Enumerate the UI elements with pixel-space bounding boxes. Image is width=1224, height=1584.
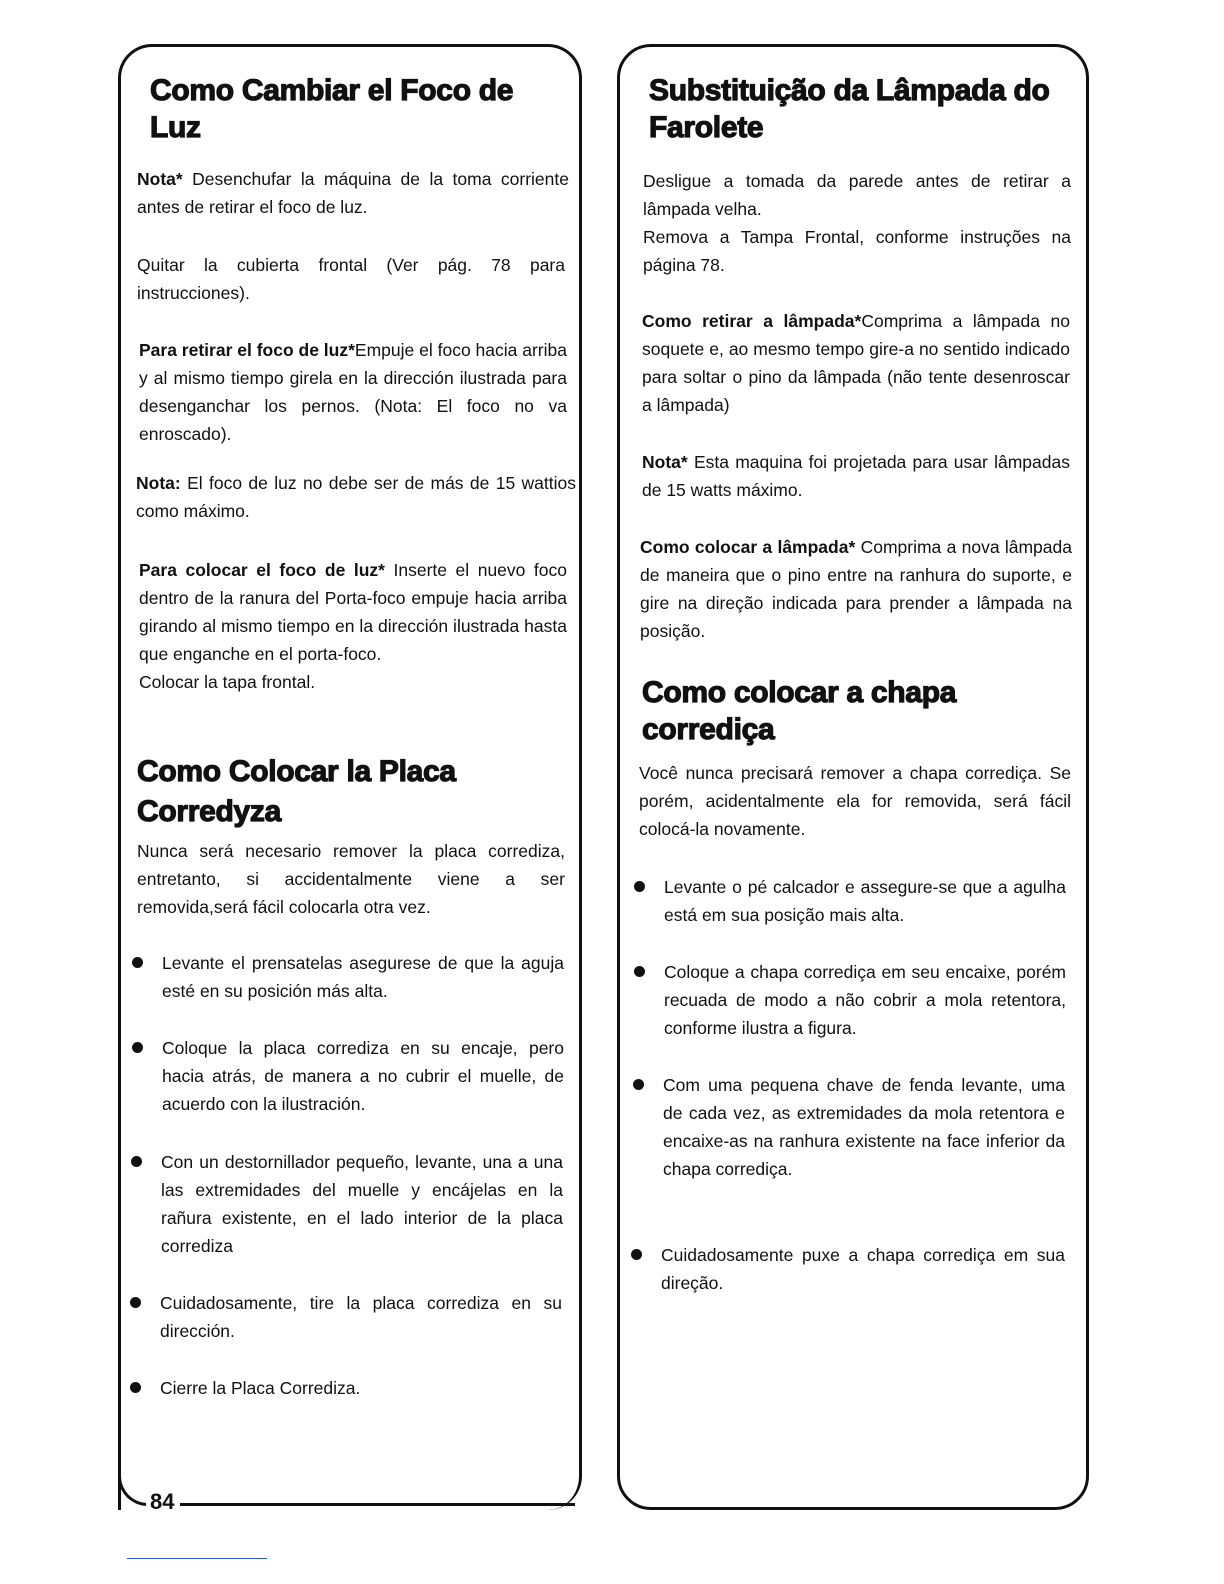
replace-cover-text: Colocar la tapa frontal.: [139, 672, 316, 692]
left-bullet-text: Cuidadosamente, tire la placa corrediza en su dirección.: [160, 1293, 562, 1341]
right-bullet-text: Cuidadosamente puxe a chapa corrediça em sua direção.: [661, 1245, 1065, 1293]
bullet-icon: [631, 1249, 642, 1260]
remove-bulb-text: Empuje el foco hacia arriba y al mismo tiempo girela en la dirección ilustrada para desenganchar los pernos. (Nota: El foco no va enroscado).: [139, 340, 567, 444]
left-bullet: [160, 1374, 562, 1402]
right-insert-lamp: [640, 533, 1072, 645]
note-text: Desenchufar la máquina de la toma corriente antes de retirar el foco de luz.: [137, 169, 569, 217]
right-bullet: [661, 1241, 1065, 1297]
bullet-icon: [634, 966, 645, 977]
left-bullet: [162, 1034, 564, 1118]
right-remove-lamp: [642, 307, 1070, 419]
right-title-slide-plate: Como colocar a chapa corrediça: [642, 676, 957, 746]
right-bullet: [664, 873, 1066, 929]
left-bullet-text: Con un destornillador pequeño, levante, una a una las extremidades del muelle y encájelas en la rañura existente, en el lado interior de la placa corrediza: [161, 1152, 563, 1256]
insert-lamp-text: Comprima a nova lâmpada de maneira que o pino entre na ranhura do suporte, e gire na direção indicada para prender a lâmpada na posição.: [640, 537, 1072, 641]
left-title-change-bulb: Como Cambiar el Foco de Luz: [150, 74, 514, 144]
remove-lamp-text: Comprima a lâmpada no soquete e, ao mesmo tempo gire-a no sentido indicado para soltar o pino da lâmpada (não tente desenroscar a lâmpada): [642, 311, 1071, 415]
left-remove-cover: Quitar la cubierta frontal (Ver pág. 78 para instrucciones).: [137, 255, 565, 303]
right-unplug: [643, 167, 1071, 279]
page-number: 84: [146, 1489, 178, 1515]
remove-cover-text: Remova a Tampa Frontal, conforme instruções na página 78.: [643, 227, 1071, 275]
wattage-note-label: Nota:: [136, 473, 181, 493]
left-frame-bottom-rule: [180, 1503, 575, 1506]
bullet-icon: [130, 1297, 141, 1308]
right-bullet: [664, 958, 1066, 1042]
left-insert-bulb: [139, 556, 567, 696]
left-remove-bulb: [139, 336, 567, 448]
bullet-icon: [634, 881, 645, 892]
wattage-note-label: Nota*: [642, 452, 688, 472]
right-bullet-text: Levante o pé calcador e assegure-se que a agulha está em sua posição mais alta.: [664, 877, 1066, 925]
right-bullet-text: Coloque a chapa corrediça em seu encaixe, porém recuada de modo a não cobrir a mola retentora, conforme ilustra a figura.: [664, 962, 1066, 1038]
remove-bulb-label: Para retirar el foco de luz*: [139, 340, 355, 360]
bullet-icon: [132, 957, 143, 968]
left-title-slide-plate: Como Colocar la Placa Corredyza: [137, 755, 456, 828]
left-bullet-text: Coloque la placa corrediza en su encaje, pero hacia atrás, de manera a no cubrir el muelle, de acuerdo con la ilustración.: [162, 1038, 564, 1114]
left-bullet: [160, 1289, 562, 1345]
unplug-text: Desligue a tomada da parede antes de retirar a lâmpada velha.: [643, 171, 1071, 219]
bullet-icon: [633, 1079, 644, 1090]
left-note-unplug: [137, 165, 569, 221]
insert-lamp-label: Como colocar a lâmpada*: [640, 537, 856, 557]
bullet-icon: [132, 1042, 143, 1053]
right-title-lamp-replace: Substituição da Lâmpada do Farolete: [649, 74, 1050, 144]
bullet-icon: [130, 1382, 141, 1393]
bullet-icon: [131, 1156, 142, 1167]
insert-bulb-label: Para colocar el foco de luz*: [139, 560, 385, 580]
left-slide-plate-intro: Nunca será necesario remover la placa corrediza, entretanto, si accidentalmente viene a ser removida,será fácil colocarla otra vez.: [137, 841, 565, 917]
remove-lamp-label: Como retirar a lâmpada*: [642, 311, 862, 331]
right-slide-plate-intro: Você nunca precisará remover a chapa corrediça. Se porém, acidentalmente ela for removida, será fácil colocá-la novamente.: [639, 763, 1071, 839]
right-bullet-text: Com uma pequena chave de fenda levante, uma de cada vez, as extremidades da mola retentora e encaixe-as na ranhura existente na face inferior da chapa corrediça.: [663, 1075, 1065, 1179]
wattage-note-text: El foco de luz no debe ser de más de 15 wattios como máximo.: [136, 473, 576, 521]
footnote-rule: [127, 1558, 267, 1559]
wattage-note-text: Esta maquina foi projetada para usar lâmpadas de 15 watts máximo.: [642, 452, 1070, 500]
right-note-wattage: [642, 448, 1070, 504]
note-label: Nota*: [137, 169, 183, 189]
right-bullet: [663, 1071, 1065, 1183]
insert-bulb-text: Inserte el nuevo foco dentro de la ranura del Porta-foco empuje hacia arriba girando al mismo tiempo en la dirección ilustrada hasta que enganche en el porta-foco.: [139, 560, 568, 664]
left-bullet-text: Levante el prensatelas asegurese de que la aguja esté en su posición más alta.: [162, 953, 564, 1001]
left-note-wattage: [136, 469, 576, 525]
left-bullet-text: Cierre la Placa Corrediza.: [160, 1378, 361, 1398]
left-bullet: [162, 949, 564, 1005]
left-bullet: [161, 1148, 563, 1260]
